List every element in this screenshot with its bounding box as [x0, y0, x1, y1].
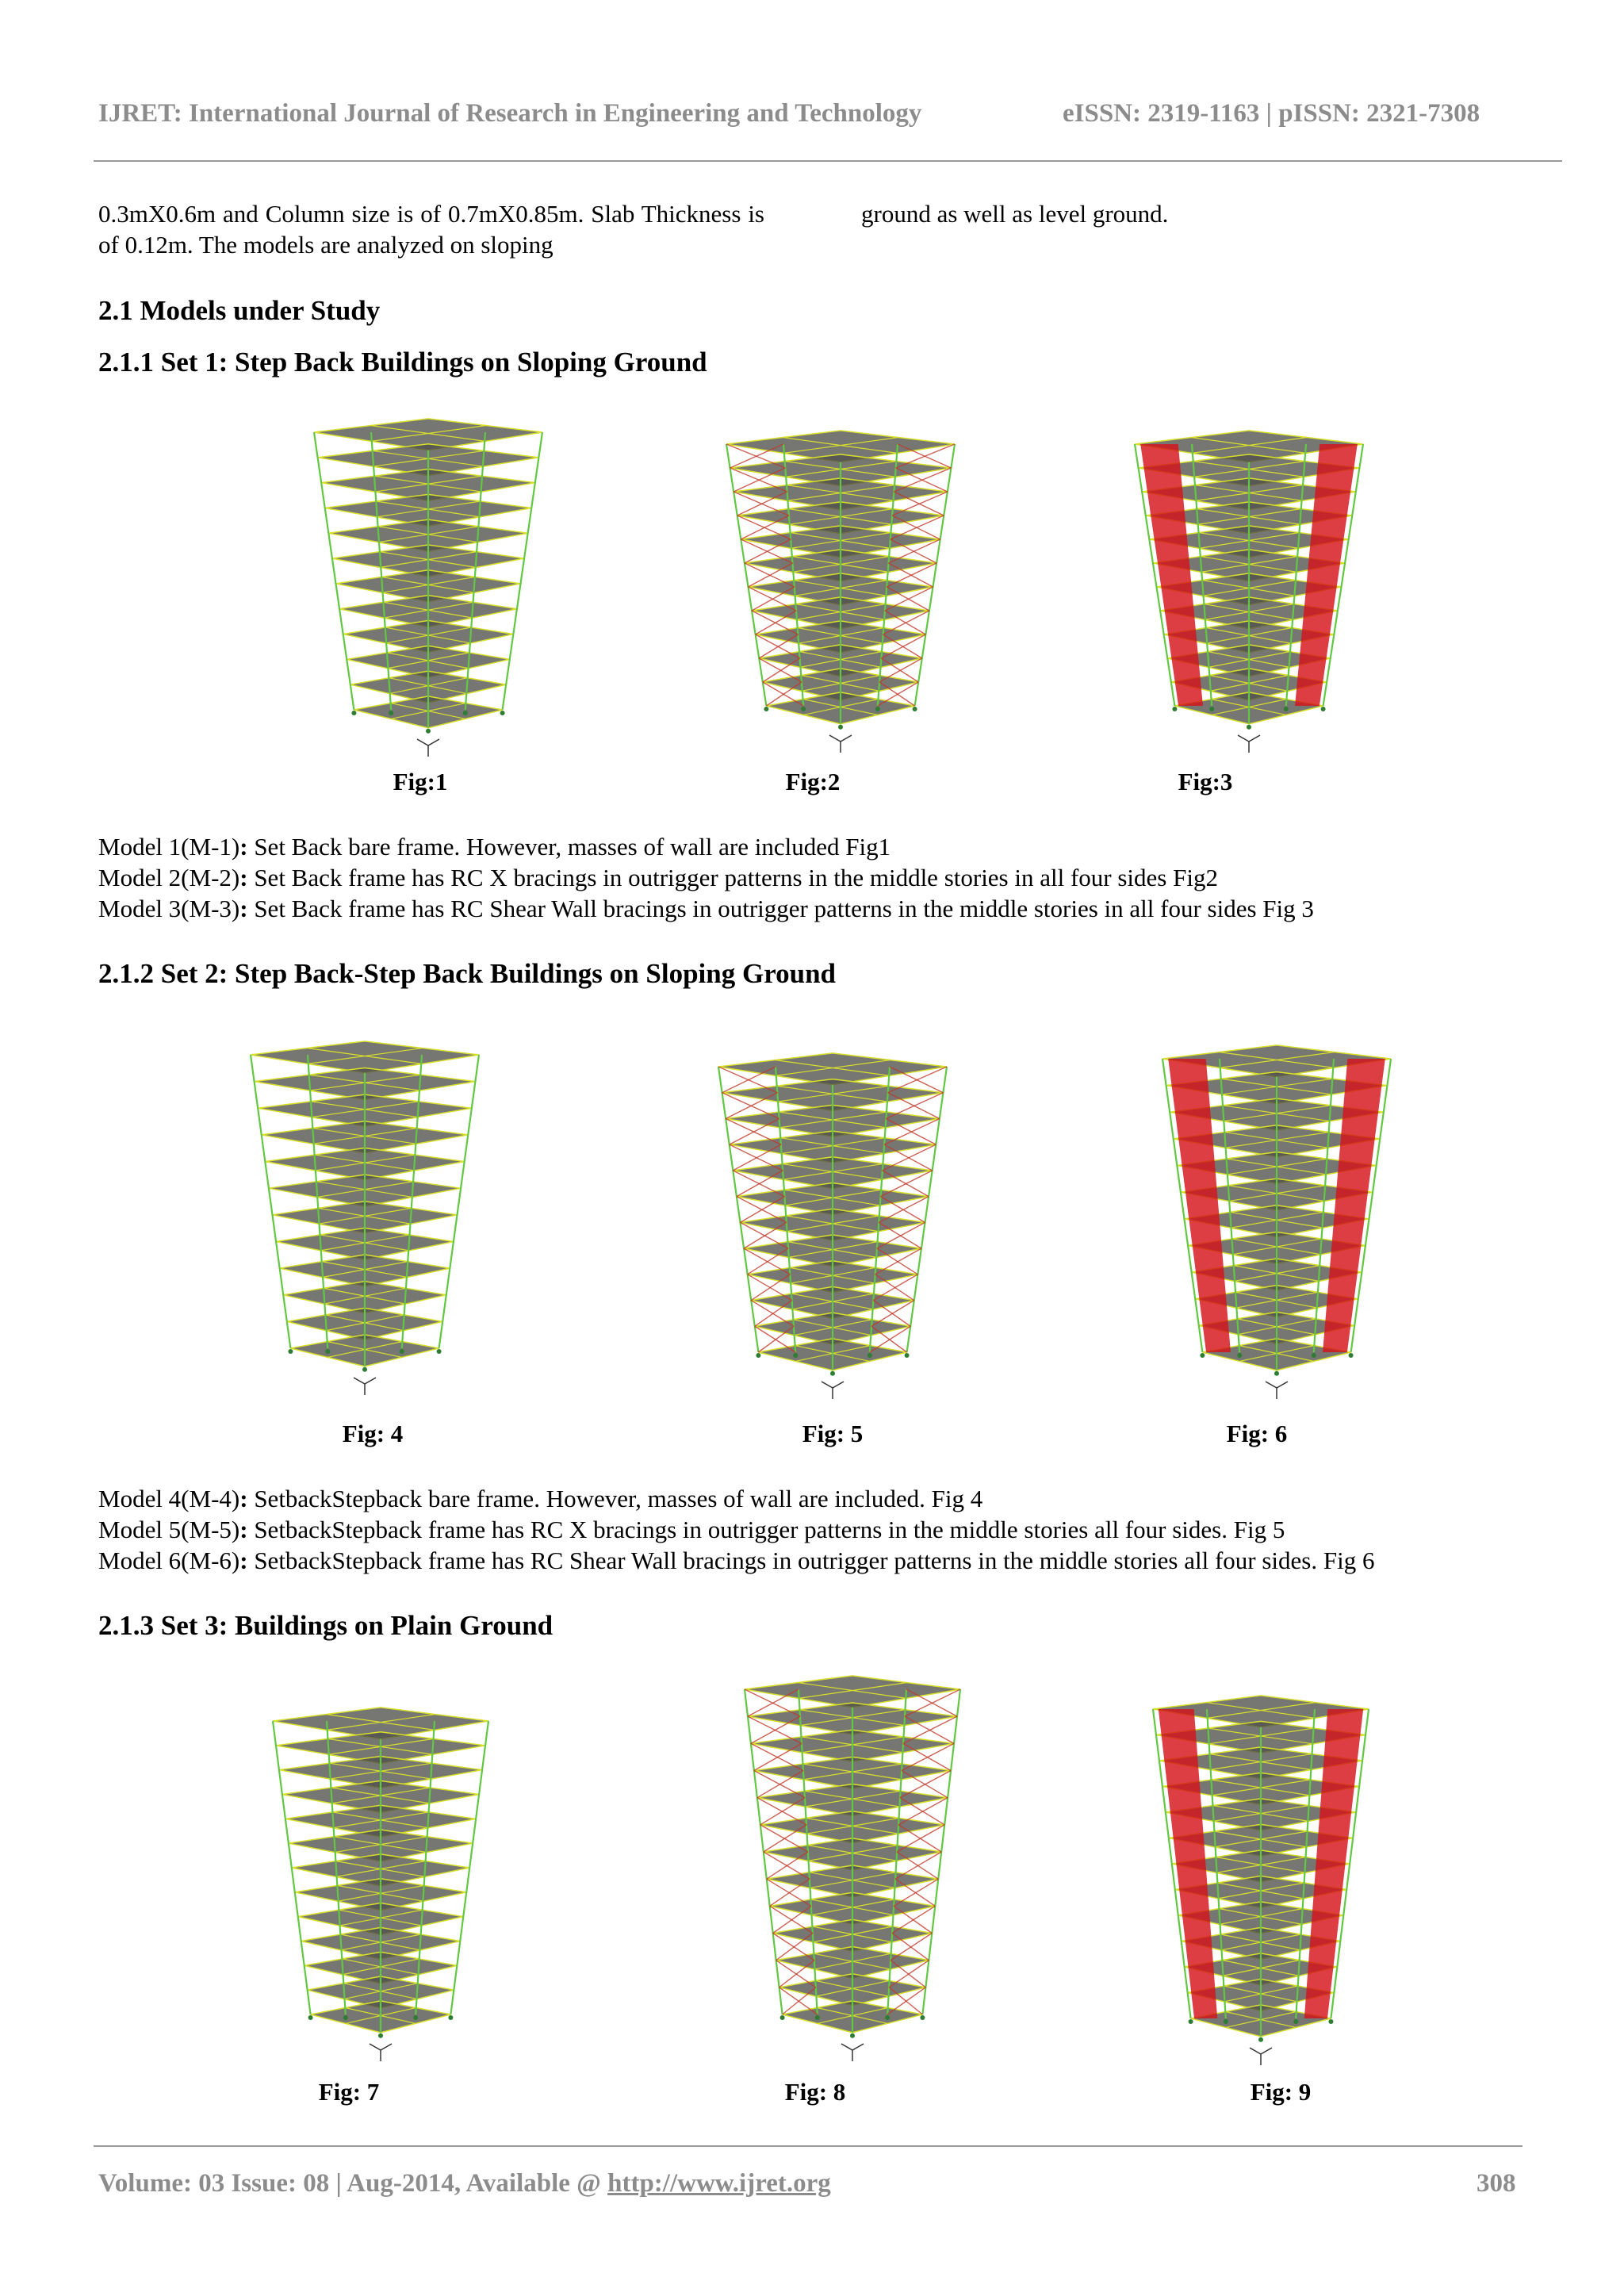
axis-triad	[1238, 735, 1249, 742]
base-support	[400, 1349, 404, 1354]
base-support	[308, 2015, 313, 2020]
base-support	[1312, 1353, 1316, 1358]
base-support	[378, 2033, 383, 2038]
axis-triad	[428, 739, 439, 746]
base-support	[463, 711, 468, 715]
model-3-desc: Model 3(M-3): Set Back frame has RC Shear Wall bracings in outrigger patterns in the middle stories in all four sides Fig 3	[98, 895, 1314, 922]
caption-fig2: Fig:2	[785, 768, 841, 795]
column-line	[915, 444, 955, 706]
base-support	[343, 2015, 348, 2020]
set2-title: 2.1.2 Set 2: Step Back-Step Back Buildings on Sloping Ground	[98, 958, 837, 989]
shear-wall	[1168, 1059, 1231, 1352]
base-support	[920, 2015, 925, 2020]
building-model-7	[246, 1697, 515, 2070]
base-support	[426, 729, 431, 734]
issn-label: eISSN: 2319-1163 | pISSN: 2321-7308	[1063, 99, 1480, 128]
column-line	[314, 432, 354, 710]
base-support	[1189, 2019, 1193, 2024]
base-support	[389, 711, 393, 715]
base-support	[1172, 707, 1177, 711]
caption-fig9: Fig: 9	[1250, 2078, 1312, 2106]
header-rule	[94, 160, 1562, 162]
footer-volume: Volume: 03 Issue: 08 | Aug-2014, Available @ http://www.ijret.org	[98, 2169, 831, 2198]
axis-triad	[1266, 1382, 1277, 1388]
journal-title: IJRET: International Journal of Research in Engineering and Technology	[98, 99, 922, 128]
base-support	[325, 1349, 330, 1354]
intro-right-column: ground as well as level ground.	[861, 200, 1169, 228]
axis-triad	[829, 735, 841, 742]
axis-triad	[365, 1378, 376, 1384]
base-support	[913, 707, 917, 711]
base-support	[413, 2015, 418, 2020]
figure-5	[690, 1043, 975, 1408]
axis-triad	[841, 735, 852, 742]
base-support	[1247, 725, 1251, 730]
base-support	[1349, 1353, 1354, 1358]
axis-triad	[370, 2044, 381, 2050]
shear-wall	[1323, 1059, 1385, 1352]
axis-triad	[381, 2044, 392, 2050]
model-6-desc: Model 6(M-6): SetbackStepback frame has RC Shear Wall bracings in outrigger patterns in the middle stories all four sides. Fig 6	[98, 1547, 1375, 1574]
base-support	[838, 725, 843, 730]
column-line	[907, 1067, 947, 1352]
figure-9	[1126, 1685, 1396, 2074]
building-model-3	[1106, 420, 1392, 761]
base-support	[1293, 2019, 1298, 2024]
figure-3	[1106, 420, 1392, 761]
base-support	[288, 1349, 293, 1354]
caption-fig7: Fig: 7	[318, 2078, 380, 2106]
base-support	[351, 711, 356, 715]
axis-triad	[417, 739, 428, 746]
column-line	[726, 444, 766, 706]
axis-triad	[354, 1378, 365, 1384]
base-support	[875, 707, 880, 711]
model-1-desc: Model 1(M-1): Set Back bare frame. However, masses of wall are included Fig1	[98, 833, 891, 861]
building-model-2	[698, 420, 983, 761]
base-support	[1224, 2019, 1228, 2024]
figure-4	[222, 1031, 508, 1404]
axis-triad	[841, 2044, 852, 2050]
axis-triad	[1250, 2048, 1261, 2054]
journal-link[interactable]: http://www.ijret.org	[607, 2169, 831, 2198]
axis-triad	[1249, 735, 1260, 742]
figure-8	[718, 1665, 987, 2070]
base-support	[850, 2033, 855, 2038]
base-support	[756, 1353, 760, 1358]
base-support	[780, 2015, 785, 2020]
base-support	[868, 1353, 872, 1358]
column-line	[439, 1055, 479, 1348]
caption-fig3: Fig:3	[1178, 768, 1233, 795]
shear-wall	[1140, 444, 1203, 706]
building-model-9	[1126, 1685, 1396, 2074]
intro-left-column: 0.3mX0.6m and Column size is of 0.7mX0.85m. Slab Thickness is of 0.12m. The models are analyzed on sloping	[98, 200, 764, 259]
axis-triad	[852, 2044, 864, 2050]
caption-fig4: Fig: 4	[342, 1420, 404, 1447]
column-line	[402, 1055, 422, 1348]
column-line	[308, 1055, 327, 1348]
base-support	[1328, 2019, 1333, 2024]
shear-wall	[1295, 444, 1358, 706]
axis-triad	[833, 1382, 844, 1388]
building-model-4	[222, 1031, 508, 1404]
set1-title: 2.1.1 Set 1: Step Back Buildings on Sloping Ground	[98, 347, 707, 378]
building-model-1	[285, 408, 571, 765]
caption-fig1: Fig:1	[393, 768, 448, 795]
column-line	[718, 1067, 758, 1352]
figure-7	[246, 1697, 515, 2070]
base-support	[448, 2015, 453, 2020]
caption-fig6: Fig: 6	[1226, 1420, 1288, 1447]
base-support	[793, 1353, 798, 1358]
axis-triad	[1277, 1382, 1288, 1388]
base-support	[830, 1371, 835, 1376]
axis-triad	[822, 1382, 833, 1388]
base-support	[437, 1349, 442, 1354]
building-model-5	[690, 1043, 975, 1408]
base-support	[801, 707, 806, 711]
caption-fig5: Fig: 5	[802, 1420, 864, 1447]
base-support	[815, 2015, 820, 2020]
model-2-desc: Model 2(M-2): Set Back frame has RC X bracings in outrigger patterns in the middle stories in all four sides Fig2	[98, 864, 1218, 891]
figure-2	[698, 420, 983, 761]
base-support	[1258, 2037, 1263, 2042]
base-support	[885, 2015, 890, 2020]
caption-fig8: Fig: 8	[784, 2078, 846, 2106]
base-support	[905, 1353, 910, 1358]
axis-triad	[1261, 2048, 1272, 2054]
base-support	[1274, 1371, 1279, 1376]
base-support	[1209, 707, 1214, 711]
base-support	[1200, 1353, 1205, 1358]
section-title: 2.1 Models under Study	[98, 295, 381, 326]
base-support	[1321, 707, 1326, 711]
base-support	[362, 1367, 367, 1372]
model-5-desc: Model 5(M-5): SetbackStepback frame has RC X bracings in outrigger patterns in the middle stories all four sides. Fig 5	[98, 1516, 1285, 1543]
column-line	[503, 432, 542, 710]
page-number: 308	[1477, 2169, 1516, 2198]
base-support	[1284, 707, 1289, 711]
column-line	[251, 1055, 290, 1348]
set3-title: 2.1.3 Set 3: Buildings on Plain Ground	[98, 1610, 553, 1641]
footer-rule	[94, 2145, 1522, 2147]
base-support	[764, 707, 768, 711]
model-4-desc: Model 4(M-4): SetbackStepback bare frame. However, masses of wall are included. Fig 4	[98, 1485, 983, 1512]
figure-1	[285, 408, 571, 765]
base-support	[500, 711, 505, 715]
base-support	[1237, 1353, 1242, 1358]
building-model-6	[1134, 1035, 1419, 1408]
figure-6	[1134, 1035, 1419, 1408]
building-model-8	[718, 1665, 987, 2070]
